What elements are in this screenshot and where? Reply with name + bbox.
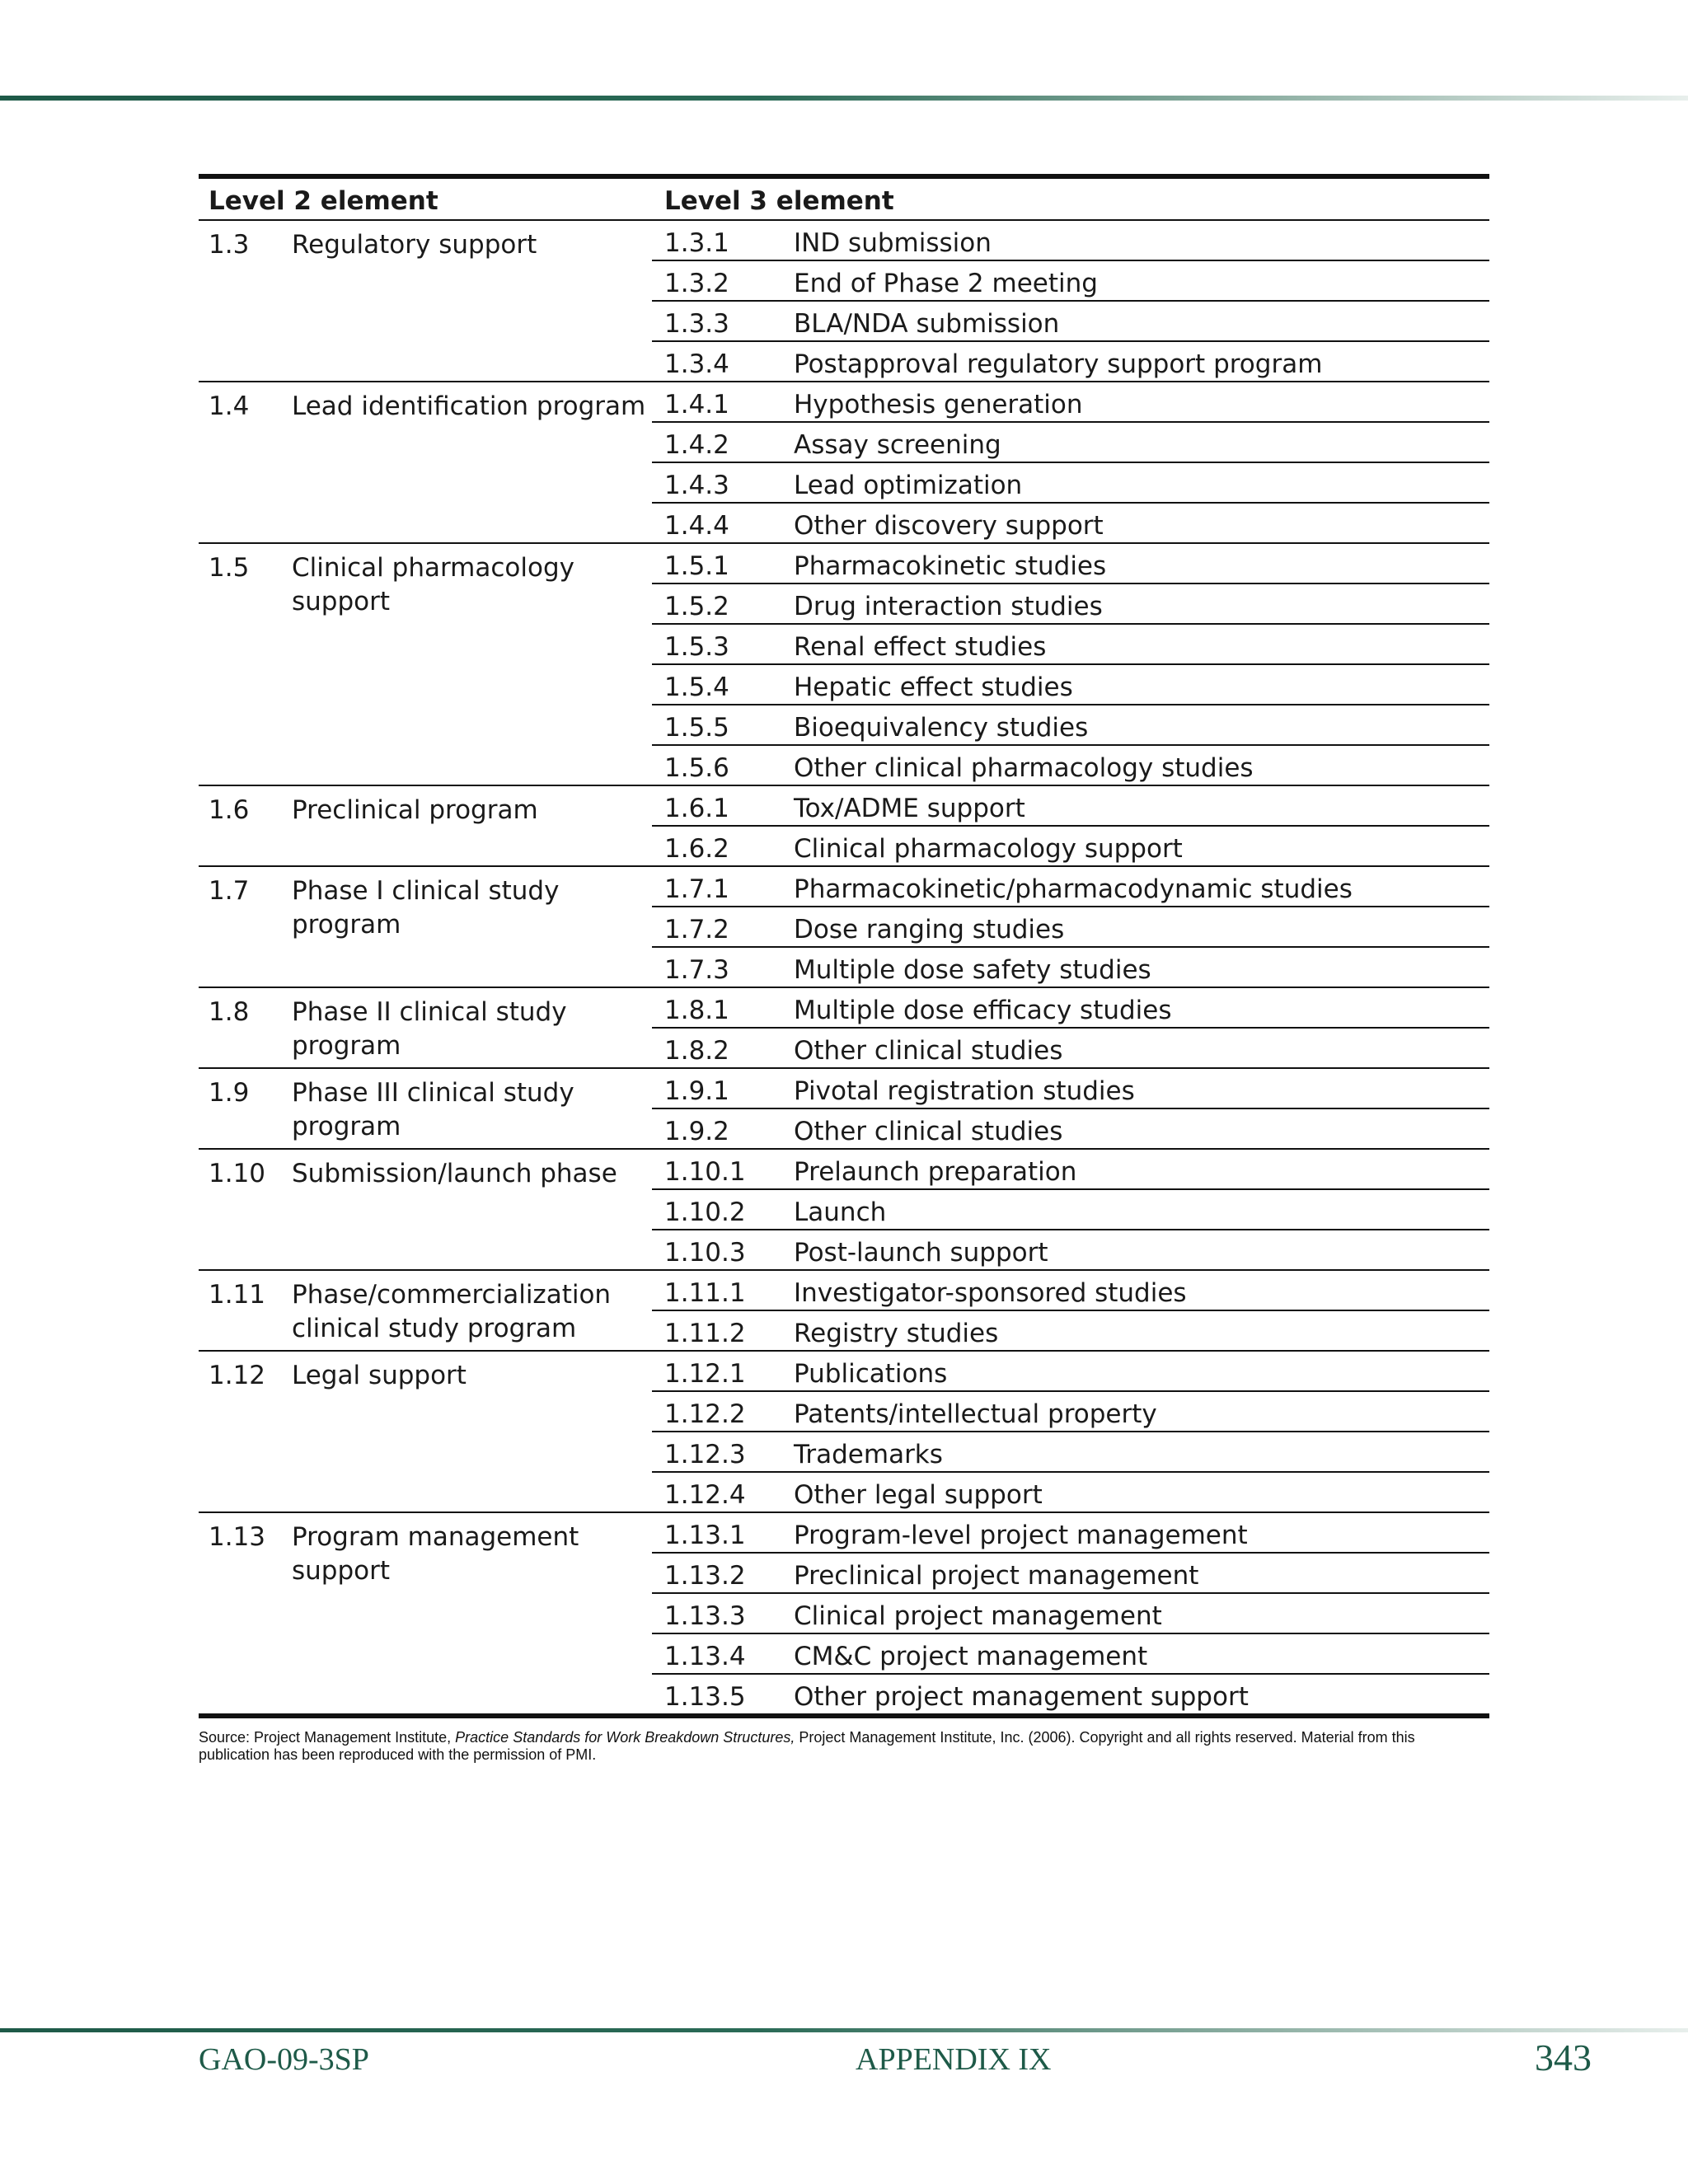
level3-number: 1.5.1 bbox=[664, 551, 729, 581]
table-row bbox=[652, 342, 1489, 381]
header-level3: Level 3 element bbox=[664, 186, 894, 216]
level3-number: 1.10.3 bbox=[664, 1238, 746, 1268]
level2-name: Preclinical program bbox=[292, 795, 538, 825]
level3-list bbox=[652, 988, 1489, 1067]
level3-name: Hepatic effect studies bbox=[794, 673, 1073, 702]
level2-number: 1.10 bbox=[209, 1159, 266, 1188]
level3-name: End of Phase 2 meeting bbox=[794, 269, 1098, 298]
level3-number: 1.12.4 bbox=[664, 1480, 746, 1510]
table-row bbox=[652, 1311, 1489, 1350]
table-row bbox=[652, 705, 1489, 746]
table-row bbox=[652, 423, 1489, 463]
level3-list bbox=[652, 1271, 1489, 1350]
level3-name: Assay screening bbox=[794, 430, 1001, 460]
page-number: 343 bbox=[1535, 2036, 1592, 2079]
level3-name: Dose ranging studies bbox=[794, 915, 1065, 944]
table-row bbox=[652, 1109, 1489, 1148]
level3-number: 1.11.2 bbox=[664, 1319, 746, 1348]
level3-number: 1.3.3 bbox=[664, 309, 729, 339]
table-row bbox=[652, 665, 1489, 705]
level2-number: 1.5 bbox=[209, 553, 250, 583]
table-row bbox=[652, 1634, 1489, 1675]
level2-group bbox=[199, 988, 1489, 1069]
level3-name: Drug interaction studies bbox=[794, 592, 1103, 621]
level2-group bbox=[199, 786, 1489, 867]
level3-number: 1.4.2 bbox=[664, 430, 729, 460]
level3-name: Program-level project management bbox=[794, 1521, 1248, 1550]
level3-number: 1.3.1 bbox=[664, 228, 729, 258]
level3-name: Bioequivalency studies bbox=[794, 713, 1089, 743]
level3-name: Other clinical studies bbox=[794, 1117, 1063, 1146]
level3-number: 1.3.4 bbox=[664, 349, 729, 379]
level3-number: 1.5.3 bbox=[664, 632, 729, 662]
level3-name: Launch bbox=[794, 1197, 887, 1227]
level3-name: Multiple dose efficacy studies bbox=[794, 996, 1172, 1025]
level3-number: 1.7.1 bbox=[664, 874, 729, 904]
level3-number: 1.5.4 bbox=[664, 673, 729, 702]
level2-name: Phase II clinical study program bbox=[292, 997, 567, 1061]
level3-name: Other clinical pharmacology studies bbox=[794, 753, 1254, 783]
level3-name: Multiple dose safety studies bbox=[794, 955, 1151, 985]
level3-name: Registry studies bbox=[794, 1319, 999, 1348]
table-row bbox=[652, 867, 1489, 907]
footer-rule bbox=[0, 2028, 1688, 2032]
level3-number: 1.7.2 bbox=[664, 915, 729, 944]
level3-list bbox=[652, 1352, 1489, 1511]
level3-name: Post-launch support bbox=[794, 1238, 1048, 1268]
level3-list bbox=[652, 1513, 1489, 1713]
level3-name: Investigator-sponsored studies bbox=[794, 1278, 1187, 1308]
level3-list bbox=[652, 1069, 1489, 1148]
header-level2: Level 2 element bbox=[209, 186, 438, 216]
level3-number: 1.8.2 bbox=[664, 1036, 729, 1066]
level3-number: 1.5.5 bbox=[664, 713, 729, 743]
level2-number: 1.3 bbox=[209, 230, 250, 260]
level3-name: Preclinical project management bbox=[794, 1561, 1199, 1591]
table-row bbox=[652, 907, 1489, 948]
table-row bbox=[652, 1675, 1489, 1713]
level3-number: 1.13.1 bbox=[664, 1521, 746, 1550]
table-row bbox=[652, 584, 1489, 625]
level3-name: Renal effect studies bbox=[794, 632, 1047, 662]
level3-name: Other discovery support bbox=[794, 511, 1104, 541]
level3-number: 1.9.1 bbox=[664, 1076, 729, 1106]
level3-number: 1.10.2 bbox=[664, 1197, 746, 1227]
table-row bbox=[652, 463, 1489, 504]
table-row bbox=[652, 827, 1489, 865]
table-row bbox=[652, 948, 1489, 987]
level3-list bbox=[652, 1150, 1489, 1269]
level3-number: 1.13.3 bbox=[664, 1601, 746, 1631]
level3-number: 1.6.1 bbox=[664, 794, 729, 823]
level3-number: 1.13.2 bbox=[664, 1561, 746, 1591]
level2-name: Phase/commercialization clinical study program bbox=[292, 1280, 612, 1343]
table-row bbox=[652, 544, 1489, 584]
table-body bbox=[199, 221, 1489, 1718]
level3-name: Patents/intellectual property bbox=[794, 1399, 1157, 1429]
level3-number: 1.5.6 bbox=[664, 753, 729, 783]
level3-name: Trademarks bbox=[794, 1440, 943, 1469]
table-row bbox=[652, 746, 1489, 785]
level2-group bbox=[199, 867, 1489, 988]
level2-name: Phase I clinical study program bbox=[292, 876, 560, 940]
level3-name: Tox/ADME support bbox=[794, 794, 1025, 823]
level3-name: Lead optimization bbox=[794, 471, 1023, 500]
level2-number: 1.4 bbox=[209, 391, 250, 421]
level2-name: Phase III clinical study program bbox=[292, 1078, 574, 1141]
level3-name: Hypothesis generation bbox=[794, 390, 1083, 419]
level2-group bbox=[199, 1352, 1489, 1513]
level3-number: 1.8.1 bbox=[664, 996, 729, 1025]
table-row bbox=[652, 988, 1489, 1029]
level3-number: 1.12.2 bbox=[664, 1399, 746, 1429]
level2-name: Program management support bbox=[292, 1522, 579, 1586]
source-title: Practice Standards for Work Breakdown Structures, bbox=[455, 1729, 795, 1746]
level2-name: Legal support bbox=[292, 1361, 467, 1390]
level3-list bbox=[652, 221, 1489, 381]
level2-name: Clinical pharmacology support bbox=[292, 553, 574, 616]
table-row bbox=[652, 1271, 1489, 1311]
level3-list bbox=[652, 382, 1489, 542]
level3-name: BLA/NDA submission bbox=[794, 309, 1060, 339]
level3-name: Pharmacokinetic studies bbox=[794, 551, 1107, 581]
table-row bbox=[652, 1230, 1489, 1269]
header-rule bbox=[0, 96, 1688, 101]
level2-group bbox=[199, 1150, 1489, 1271]
level3-list bbox=[652, 867, 1489, 987]
level3-number: 1.13.4 bbox=[664, 1642, 746, 1671]
table-row bbox=[652, 382, 1489, 423]
table-row bbox=[652, 1150, 1489, 1190]
table-row bbox=[652, 1069, 1489, 1109]
level3-number: 1.10.1 bbox=[664, 1157, 746, 1187]
level2-number: 1.7 bbox=[209, 876, 250, 906]
level3-list bbox=[652, 786, 1489, 865]
level2-group bbox=[199, 544, 1489, 786]
level2-name: Lead identification program bbox=[292, 391, 646, 421]
level3-name: Other clinical studies bbox=[794, 1036, 1063, 1066]
level2-name: Submission/launch phase bbox=[292, 1159, 617, 1188]
level3-number: 1.5.2 bbox=[664, 592, 729, 621]
level3-number: 1.9.2 bbox=[664, 1117, 729, 1146]
level3-number: 1.4.4 bbox=[664, 511, 729, 541]
level3-number: 1.12.1 bbox=[664, 1359, 746, 1389]
level2-group bbox=[199, 221, 1489, 382]
table-row bbox=[652, 1029, 1489, 1067]
level2-group bbox=[199, 382, 1489, 544]
level3-list bbox=[652, 544, 1489, 785]
level3-name: Clinical project management bbox=[794, 1601, 1162, 1631]
level2-group bbox=[199, 1069, 1489, 1150]
level3-name: IND submission bbox=[794, 228, 992, 258]
table-row bbox=[652, 1513, 1489, 1554]
level3-name: Clinical pharmacology support bbox=[794, 834, 1183, 864]
table-row bbox=[652, 1432, 1489, 1473]
level3-number: 1.7.3 bbox=[664, 955, 729, 985]
level3-number: 1.4.3 bbox=[664, 471, 729, 500]
table-row bbox=[652, 1392, 1489, 1432]
level2-number: 1.11 bbox=[209, 1280, 266, 1310]
level2-number: 1.12 bbox=[209, 1361, 266, 1390]
table-row bbox=[652, 1190, 1489, 1230]
table-row bbox=[652, 1473, 1489, 1511]
table-row bbox=[652, 1594, 1489, 1634]
table-row bbox=[652, 221, 1489, 261]
level3-name: CM&C project management bbox=[794, 1642, 1148, 1671]
source-prefix: Source: Project Management Institute, bbox=[199, 1729, 456, 1746]
level3-name: Prelaunch preparation bbox=[794, 1157, 1077, 1187]
level2-name: Regulatory support bbox=[292, 230, 537, 260]
level3-name: Other legal support bbox=[794, 1480, 1043, 1510]
wbs-table bbox=[199, 174, 1489, 1718]
level2-number: 1.8 bbox=[209, 997, 250, 1027]
table-row bbox=[652, 786, 1489, 827]
level3-name: Pharmacokinetic/pharmacodynamic studies bbox=[794, 874, 1353, 904]
table-row bbox=[652, 1352, 1489, 1392]
table-row bbox=[652, 1554, 1489, 1594]
level3-name: Other project management support bbox=[794, 1682, 1249, 1712]
footer-report-number: GAO-09-3SP bbox=[199, 2042, 369, 2077]
level2-group bbox=[199, 1513, 1489, 1718]
footer-section: APPENDIX IX bbox=[856, 2042, 1052, 2077]
source-suffix: Project Management Institute, Inc. (2006). Copyright and all rights reserved. Material from this publication has been reproduced with the permission of PMI. bbox=[199, 1729, 1415, 1763]
level3-number: 1.6.2 bbox=[664, 834, 729, 864]
level2-number: 1.6 bbox=[209, 795, 250, 825]
level3-name: Postapproval regulatory support program bbox=[794, 349, 1323, 379]
table-row bbox=[652, 302, 1489, 342]
table-row bbox=[652, 504, 1489, 542]
table-header bbox=[199, 179, 1489, 221]
level2-number: 1.9 bbox=[209, 1078, 250, 1108]
source-note bbox=[199, 1729, 1489, 1764]
level2-number: 1.13 bbox=[209, 1522, 266, 1552]
level3-number: 1.3.2 bbox=[664, 269, 729, 298]
table-row bbox=[652, 625, 1489, 665]
level3-number: 1.4.1 bbox=[664, 390, 729, 419]
level3-name: Pivotal registration studies bbox=[794, 1076, 1135, 1106]
level3-name: Publications bbox=[794, 1359, 948, 1389]
level3-number: 1.13.5 bbox=[664, 1682, 746, 1712]
level2-group bbox=[199, 1271, 1489, 1352]
level3-number: 1.11.1 bbox=[664, 1278, 746, 1308]
level3-number: 1.12.3 bbox=[664, 1440, 746, 1469]
table-row bbox=[652, 261, 1489, 302]
